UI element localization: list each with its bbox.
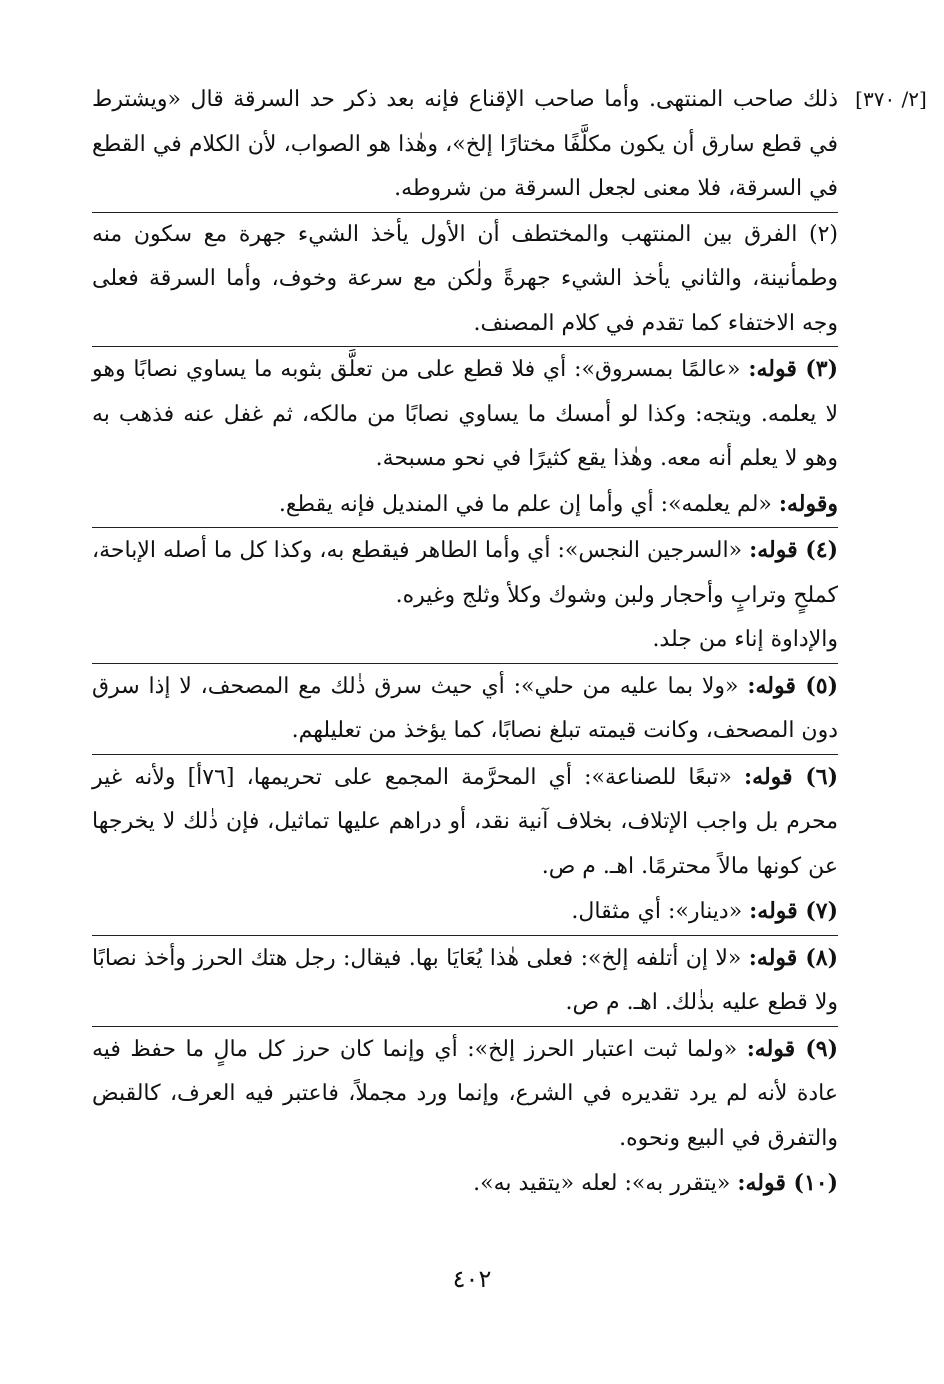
paragraph-lead: (١٠) قوله: (737, 1170, 838, 1196)
commentary-body (92, 78, 838, 1207)
page-number: ٤٠٢ (452, 1265, 492, 1293)
paragraph-text: «لم يعلمه»: أي وأما إن علم ما في المنديل فإنه يقطع. (278, 491, 772, 517)
paragraph-text: «ولما ثبت اعتبار الحرز إلخ»: أي وإنما كان حرز كل مالٍ ما حفظ فيه عادة لأنه لم يرد تقديره في الشرع، وإنما ورد مجملاً، فاعتبر فيه العرف، كالقبض والتفرق في البيع ونحوه. (92, 1036, 838, 1151)
paragraph-1 (92, 78, 838, 212)
paragraph-9 (92, 889, 838, 935)
paragraph-12 (92, 1161, 838, 1207)
paragraph-6 (92, 618, 838, 663)
paragraph-lead: (٩) قوله: (746, 1035, 838, 1062)
paragraph-text: (٢) الفرق بين المنتهب والمختطف أن الأول يأخذ الشيء جهرة مع سكون منه وطمأنينة، والثاني يأخذ الشيء جهرةً ولٰكن مع سرعة وخوف، وأما السرقة فعلى وجه الاختفاء كما تقدم في كلام المصنف. (92, 221, 838, 336)
paragraph-text: «لا إن أتلفه إلخ»: فعلى هٰذا يُعَايَا بها. فيقال: رجل هتك الحرز وأخذ نصابًا ولا قطع عليه بذٰلك. اهـ. م ص. (92, 945, 838, 1015)
margin-marker: [٢/ ٣٧٠] (855, 87, 927, 111)
paragraph-text: «يتقرر به»: لعله «يتقيد به». (473, 1171, 731, 1196)
paragraph-lead: (٧) قوله: (749, 898, 838, 924)
paragraph-lead: (٣) قوله: (748, 356, 838, 382)
paragraph-10 (92, 935, 838, 1026)
paragraph-lead: (٨) قوله: (748, 944, 838, 971)
paragraph-text: «تبعًا للصناعة»: أي المحرَّمة المجمع على تحريمها، [٧٦أ] ولأنه غير محرم بل واجب الإتلاف، بخلاف آنية نقد، أو دراهم عليها تماثيل، فإن ذٰلك لا يخرجها عن كونها مالاً محترمًا. اهـ. م ص. (92, 764, 838, 879)
paragraph-7 (92, 663, 838, 754)
paragraph-3 (92, 346, 838, 482)
paragraph-text: «عالمًا بمسروق»: أي فلا قطع على من تعلَّق بثوبه ما يساوي نصابًا وهو لا يعلمه. ويتجه: وكذا لو أمسك ما يساوي نصابًا من مالكه، ثم غفل عنه فذهب به وهو لا يعلم أنه معه. وهٰذا يقع كثيرًا في نحو مسبحة. (92, 357, 838, 471)
paragraph-lead: (٦) قوله: (744, 763, 838, 790)
paragraph-lead: (٥) قوله: (747, 672, 838, 699)
paragraph-2 (92, 212, 838, 347)
paragraph-text: «دينار»: أي مثقال. (571, 899, 743, 924)
paragraph-text: «السرجين النجس»: أي وأما الطاهر فيقطع به، وكذا كل ما أصله الإباحة، كملحٍ وترابٍ وأحجار ولبن وشوك وكلأ وثلج وغيره. (92, 538, 838, 608)
paragraph-lead: وقوله: (778, 490, 838, 517)
paragraph-text: «ولا بما عليه من حلي»: أي حيث سرق ذٰلك مع المصحف، لا إذا سرق دون المصحف، وكانت قيمته تبلغ نصابًا، كما يؤخذ من تعليلهم. (92, 673, 838, 743)
paragraph-5 (92, 527, 838, 618)
paragraph-8 (92, 754, 838, 890)
paragraph-text: ذلك صاحب المنتهى. وأما صاحب الإقناع فإنه بعد ذكر حد السرقة قال «ويشترط في قطع سارق أن يكون مكلَّفًا مختارًا إلخ»، وهٰذا هو الصواب، لأن الكلام في القطع في السرقة، فلا معنى لجعل السرقة من شروطه. (92, 87, 838, 201)
paragraph-text: والإداوة إناء من جلد. (652, 627, 838, 652)
paragraph-4 (92, 482, 838, 528)
paragraph-11 (92, 1026, 838, 1162)
paragraph-lead: (٤) قوله: (749, 537, 838, 563)
